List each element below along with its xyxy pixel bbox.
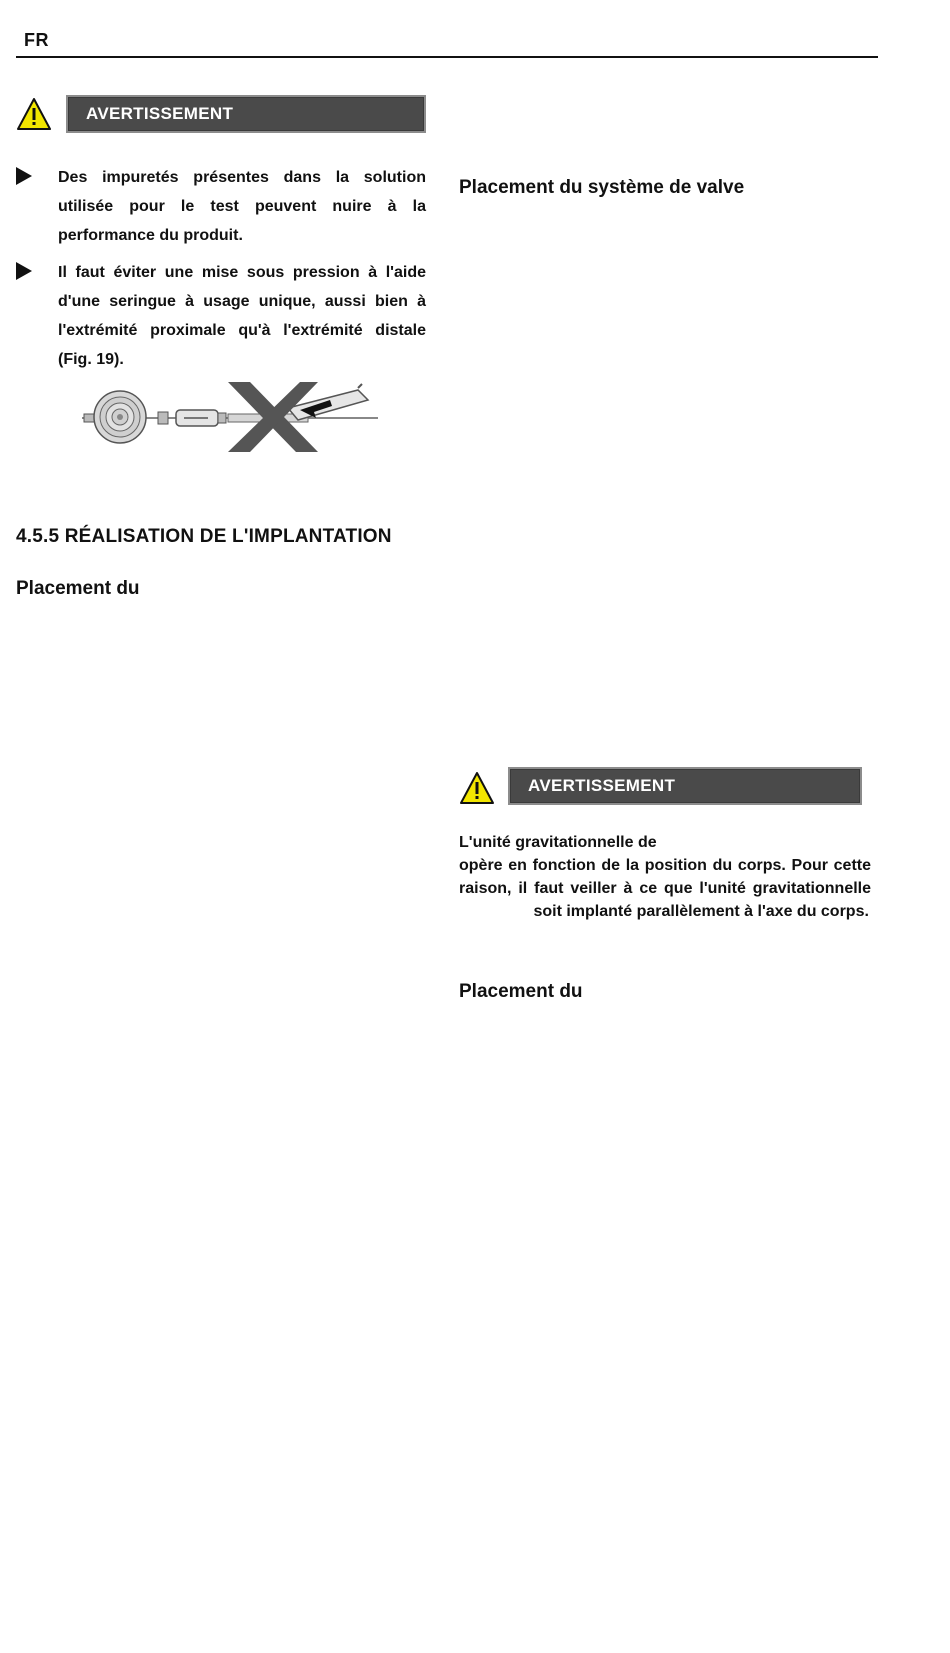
bullet-item-2 <box>16 258 426 374</box>
header-divider <box>16 56 878 58</box>
subheading-valve-system: Placement du système de valve <box>459 177 745 198</box>
section-heading: 4.5.5 RÉALISATION DE L'IMPLANTATION <box>16 526 392 547</box>
warning-triangle-icon <box>459 771 495 805</box>
warning-label: AVERTISSEMENT <box>528 776 676 795</box>
language-code: FR <box>24 30 49 50</box>
warning-text-line-1: L'unité gravitationnelle de <box>459 834 657 851</box>
figure-syringe-prohibited <box>78 382 378 456</box>
bullet-item-1 <box>16 163 426 250</box>
triangle-right-icon <box>16 262 32 280</box>
bullet-text-1: Des impuretés présentes dans la solution utilisée pour le test peuvent nuire à la performance du produit. <box>58 169 426 244</box>
triangle-right-icon <box>16 167 32 185</box>
warning-text-line-3: soit implanté parallèlement à l'axe du corps. <box>533 903 869 920</box>
subheading-left: Placement du <box>16 578 140 599</box>
warning-banner-right <box>508 767 862 805</box>
warning-text-line-2: opère en fonction de la position du corps. Pour cette raison, il faut veiller à ce que l'unité gravitationnelle <box>459 857 871 897</box>
warning-banner-left <box>66 95 426 133</box>
warning-paragraph <box>459 831 871 923</box>
bullet-text-2: Il faut éviter une mise sous pression à l'aide d'une seringue à usage unique, aussi bien à l'extrémité proximale qu'à l'extrémité distale (Fig. 19). <box>58 264 426 368</box>
subheading-right-bottom: Placement du <box>459 981 583 1002</box>
warning-triangle-icon <box>16 97 52 131</box>
warning-label: AVERTISSEMENT <box>86 104 234 123</box>
